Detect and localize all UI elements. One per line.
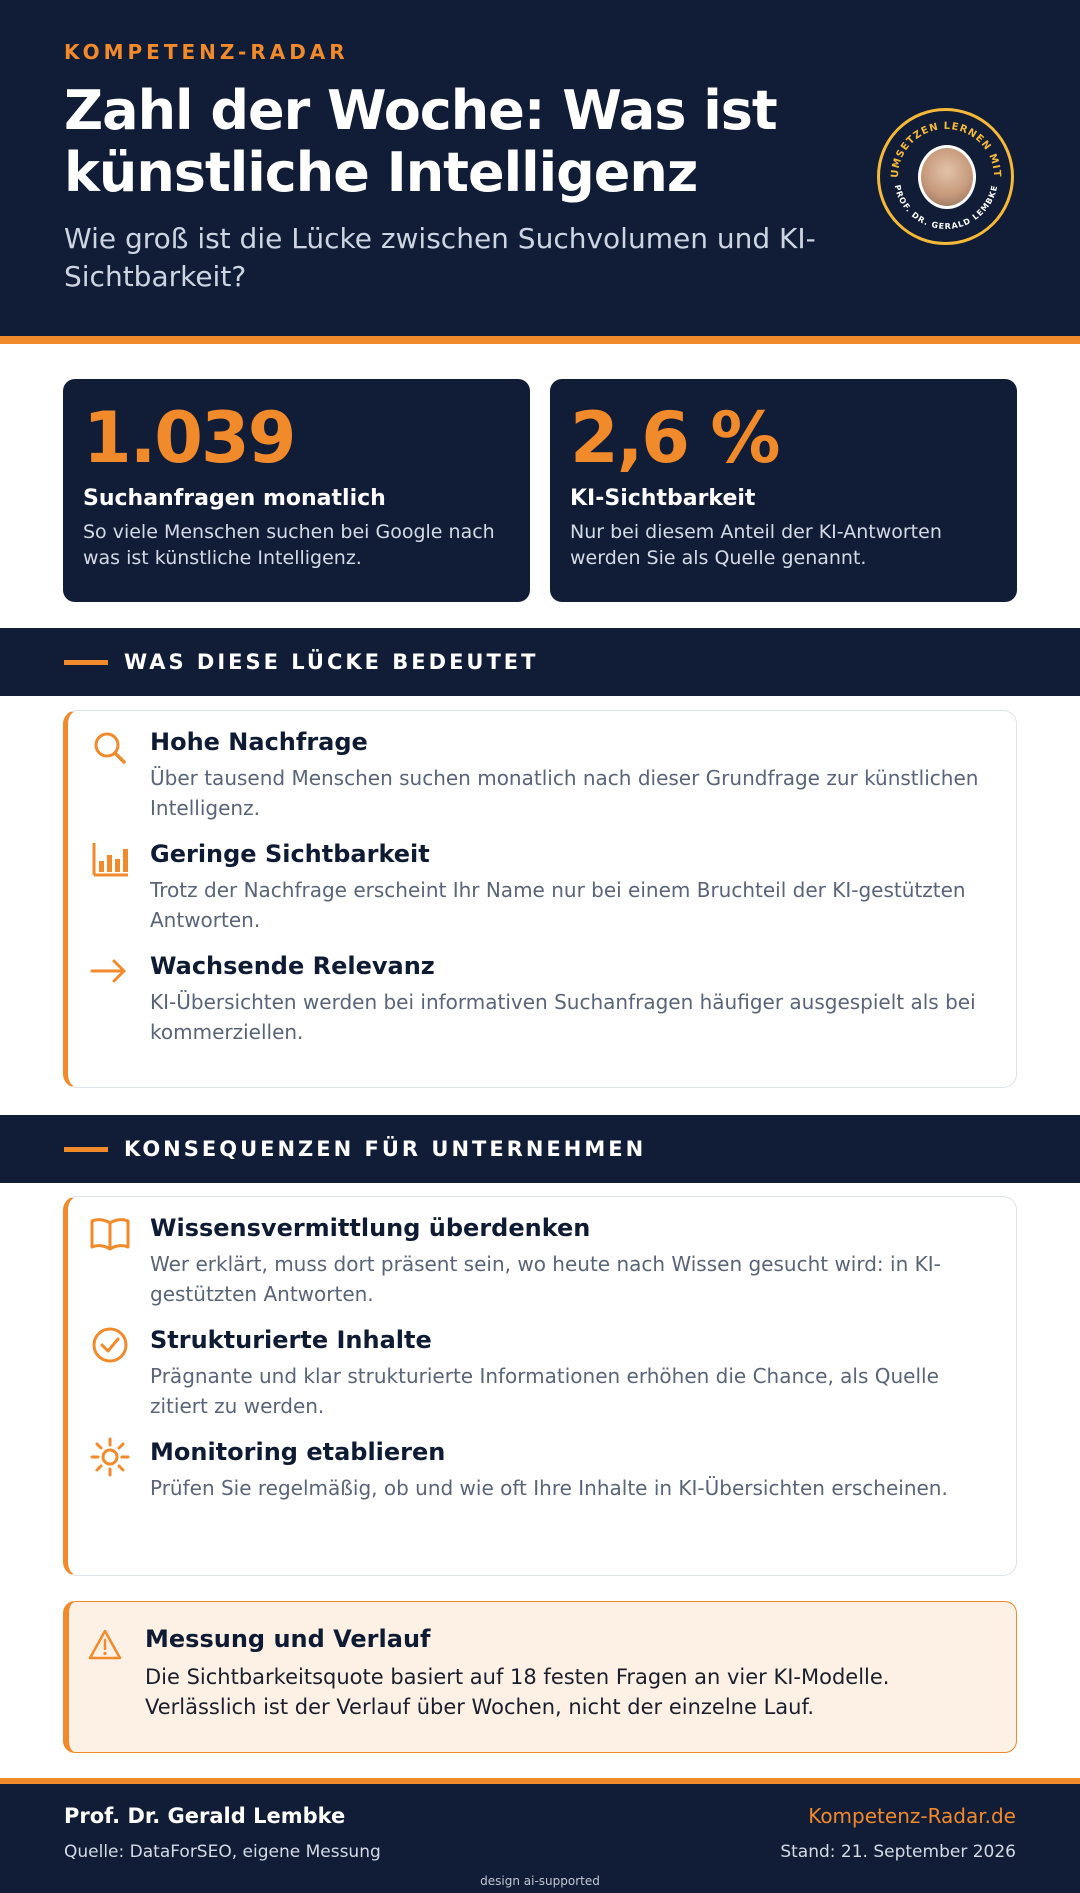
footer-source: Quelle: DataForSEO, eigene Messung [64, 1842, 381, 1862]
note-description: Die Sichtbarkeitsquote basiert auf 18 festen Fragen an vier KI-Modelle. Verlässlich ist der Verlauf über Wochen, nicht der einzelne Lauf. [145, 1665, 890, 1719]
item-description: Wer erklärt, muss dort präsent sein, wo heute nach Wissen gesucht wird: in KI-gestützten Antworten. [150, 1252, 941, 1306]
author-portrait [918, 145, 976, 209]
card-consequences [63, 1196, 1017, 1576]
item-description: KI-Übersichten werden bei informativen Suchanfragen häufiger ausgespielt als bei kommerziellen. [150, 990, 976, 1044]
heading-dash [64, 660, 108, 665]
section-heading-gap [0, 628, 1080, 696]
item-description: Trotz der Nachfrage erscheint Ihr Name nur bei einem Bruchteil der KI-gestützten Antworten. [150, 878, 966, 932]
section-heading-consequences [0, 1115, 1080, 1183]
item-title: Wissensvermittlung überdenken [150, 1214, 591, 1242]
book-icon [88, 1211, 132, 1255]
header [0, 0, 1080, 344]
footer-design-note: design ai-supported [480, 1874, 600, 1888]
badge-text-bottom: PROF. DR. GERALD LEMBKE [892, 183, 1000, 232]
measurement-note [63, 1601, 1017, 1753]
stat-card-visibility [550, 379, 1017, 602]
item-title: Geringe Sichtbarkeit [150, 840, 430, 868]
sun-icon [88, 1435, 132, 1479]
item-description: Prüfen Sie regelmäßig, ob und wie oft Ihre Inhalte in KI-Übersichten erscheinen. [150, 1476, 948, 1500]
search-icon [88, 725, 132, 769]
stat-description: So viele Menschen suchen bei Google nach was ist künstliche Intelligenz. [83, 521, 495, 569]
stat-label: KI-Sichtbarkeit [570, 486, 756, 511]
card-gap-meaning [63, 710, 1017, 1088]
bar-chart-icon [88, 837, 132, 881]
check-circle-icon [88, 1323, 132, 1367]
note-title: Messung und Verlauf [145, 1625, 431, 1653]
item-title: Monitoring etablieren [150, 1438, 446, 1466]
page-subtitle: Wie groß ist die Lücke zwischen Suchvolumen und KI-Sichtbarkeit? [64, 222, 816, 293]
item-title: Strukturierte Inhalte [150, 1326, 432, 1354]
item-title: Hohe Nachfrage [150, 728, 368, 756]
author-badge [877, 108, 1014, 245]
page-title: Zahl der Woche: Was ist künstliche Intelligenz [64, 79, 777, 204]
item-title: Wachsende Relevanz [150, 952, 435, 980]
badge-text-top: UMSETZEN LERNEN MIT [889, 120, 1003, 179]
footer-site-link[interactable]: Kompetenz-Radar.de [808, 1804, 1016, 1828]
footer-author: Prof. Dr. Gerald Lembke [64, 1804, 346, 1828]
stat-value: 1.039 [83, 397, 295, 479]
stat-description: Nur bei diesem Anteil der KI-Antworten werden Sie als Quelle genannt. [570, 521, 942, 569]
stat-value: 2,6 % [570, 397, 779, 479]
arrow-right-icon [88, 949, 132, 993]
stat-card-searches [63, 379, 530, 602]
section-heading-label: KONSEQUENZEN FÜR UNTERNEHMEN [124, 1137, 647, 1161]
item-description: Über tausend Menschen suchen monatlich nach dieser Grundfrage zur künstlichen Intelligenz. [150, 766, 979, 820]
item-description: Prägnante und klar strukturierte Informationen erhöhen die Chance, als Quelle zitiert zu werden. [150, 1364, 939, 1418]
footer [0, 1778, 1080, 1893]
warning-icon [87, 1628, 123, 1662]
section-heading-label: WAS DIESE LÜCKE BEDEUTET [124, 650, 539, 674]
heading-dash [64, 1147, 108, 1152]
eyebrow: KOMPETENZ-RADAR [64, 40, 349, 64]
footer-date: Stand: 21. September 2026 [780, 1842, 1016, 1862]
stat-label: Suchanfragen monatlich [83, 486, 386, 511]
